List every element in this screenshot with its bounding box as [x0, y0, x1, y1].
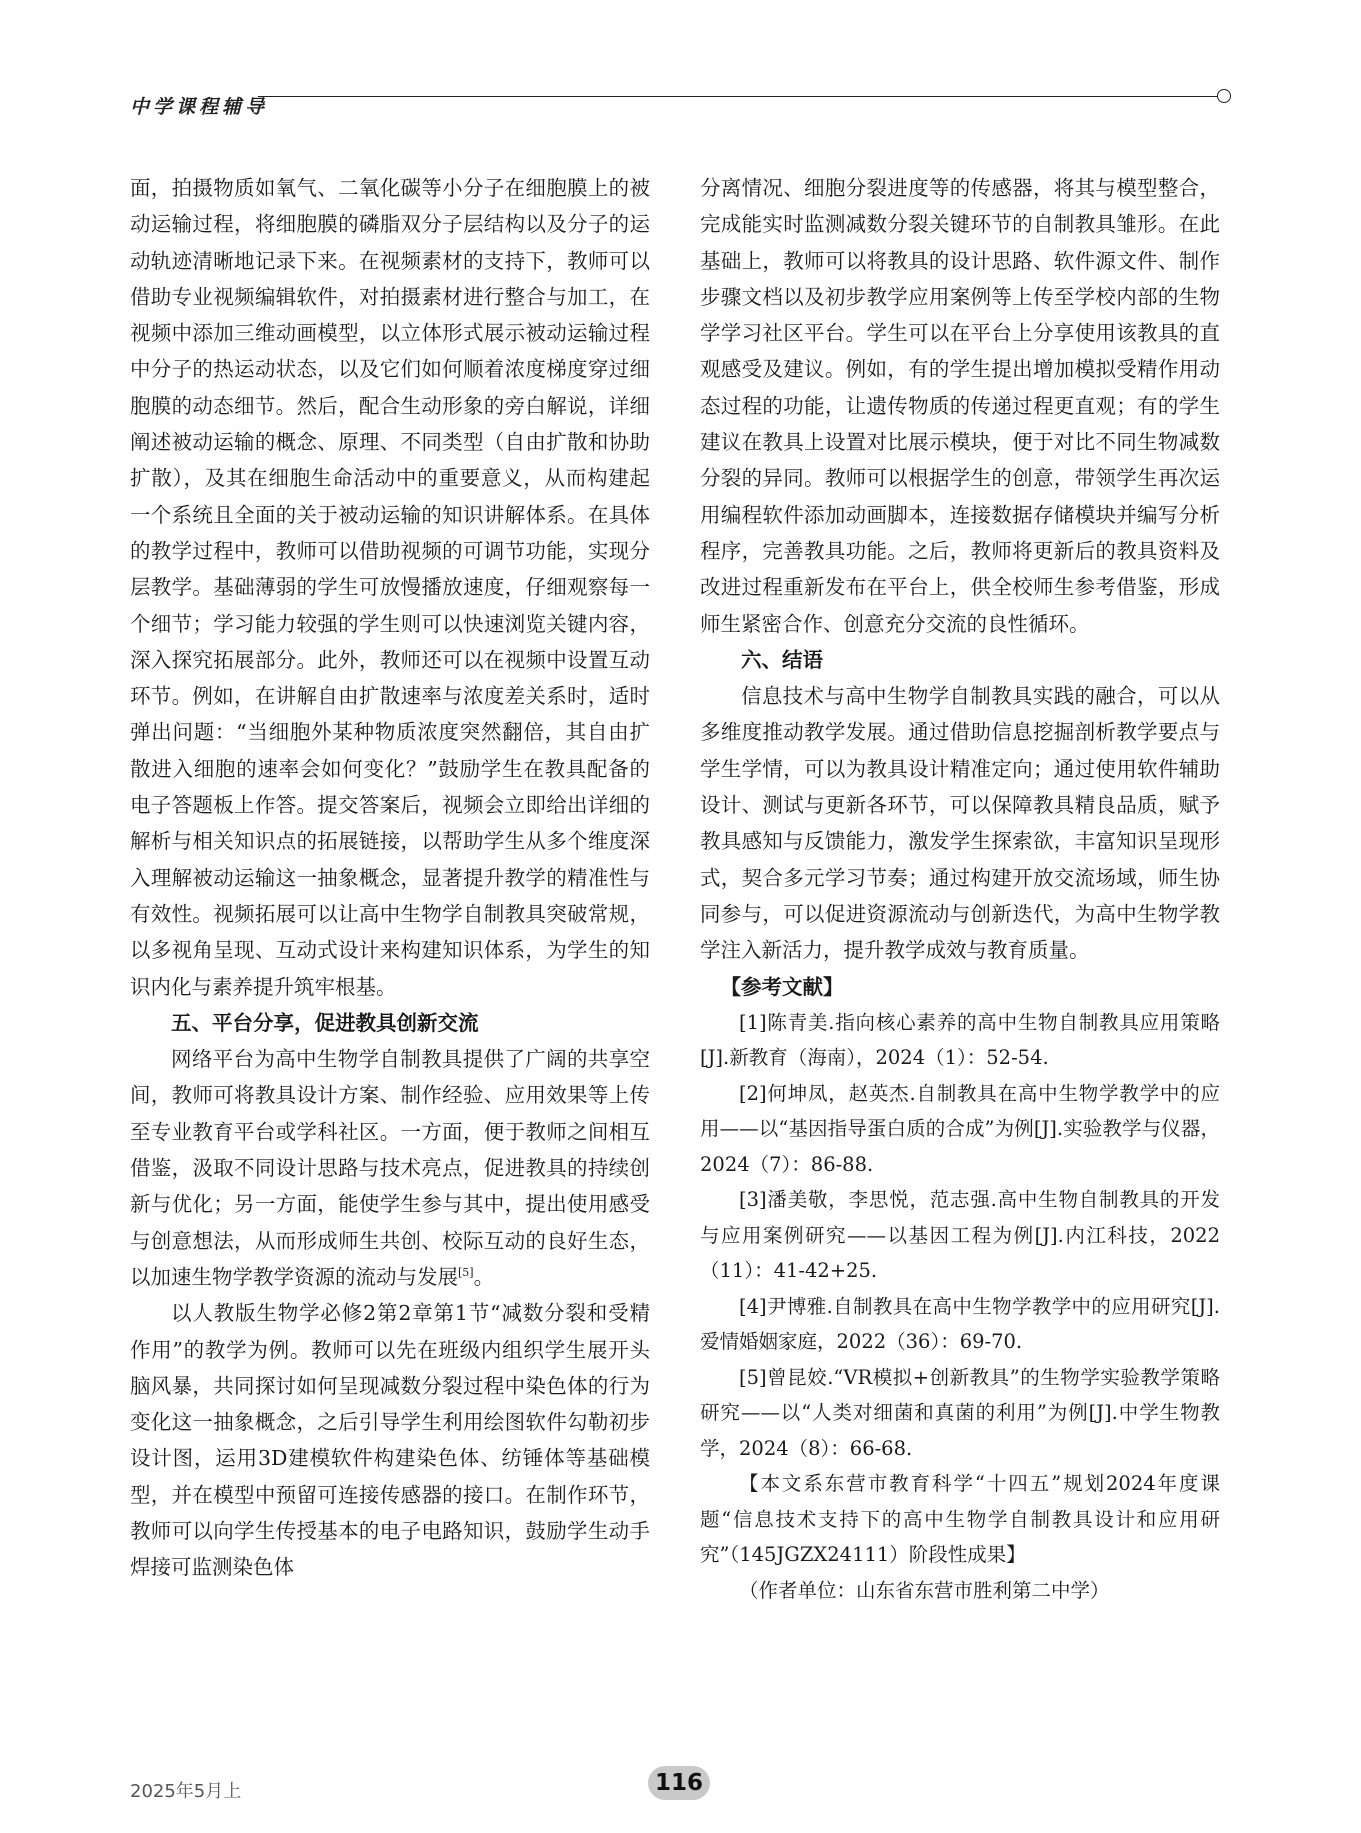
right-column — [700, 170, 1220, 1608]
left-paragraph-1: 面，拍摄物质如氧气、二氧化碳等小分子在细胞膜上的被动运输过程，将细胞膜的磷脂双分子层结构以及分子的运动轨迹清晰地记录下来。在视频素材的支持下，教师可以借助专业视频编辑软件，对拍摄素材进行整合与加工，在视频中添加三维动画模型，以立体形式展示被动运输过程中分子的热运动状态，以及它们如何顺着浓度梯度穿过细胞膜的动态细节。然后，配合生动形象的旁白解说，详细阐述被动运输的概念、原理、不同类型（自由扩散和协助扩散），及其在细胞生命活动中的重要意义，从而构建起一个系统且全面的关于被动运输的知识讲解体系。在具体的教学过程中，教师可以借助视频的可调节功能，实现分层教学。基础薄弱的学生可放慢播放速度，仔细观察每一个细节；学习能力较强的学生则可以快速浏览关键内容，深入探究拓展部分。此外，教师还可以在视频中设置互动环节。例如，在讲解自由扩散速率与浓度差关系时，适时弹出问题：“当细胞外某种物质浓度突然翻倍，其自由扩散进入细胞的速率会如何变化？”鼓励学生在教具配备的电子答题板上作答。提交答案后，视频会立即给出详细的解析与相关知识点的拓展链接，以帮助学生从多个维度深入理解被动运输这一抽象概念，显著提升教学的精准性与有效性。视频拓展可以让高中生物学自制教具突破常规，以多视角呈现、互动式设计来构建知识体系，为学生的知识内化与素养提升筑牢根基。 — [130, 176, 650, 999]
section-6-heading: 六、结语 — [741, 647, 823, 672]
journal-title: 中学课程辅导 — [130, 96, 269, 118]
right-paragraph-2: 信息技术与高中生物学自制教具实践的融合，可以从多维度推动教学发展。通过借助信息挖掘剖析教学要点与学生学情，可以为教具设计精准定向；通过使用软件辅助设计、测试与更新各环节，可以保障教具精良品质，赋予教具感知与反馈能力，激发学生探索欲，丰富知识呈现形式，契合多元学习节奏；通过构建开放交流场域，师生协同参与，可以促进资源流动与创新迭代，为高中生物学教学注入新活力，提升教学成效与教育质量。 — [700, 684, 1220, 963]
reference-item: [1]陈青美.指向核心素养的高中生物自制教具应用策略[J].新教育（海南），2024（1）：52-54. — [700, 1010, 1220, 1070]
left-paragraph-2-end: 。 — [473, 1264, 495, 1289]
left-column — [130, 170, 650, 1586]
citation-5: [5] — [458, 1266, 474, 1280]
header-rule — [258, 96, 1218, 97]
reference-item: [4]尹博雅.自制教具在高中生物学教学中的应用研究[J].爱情婚姻家庭，2022（36）：69-70. — [700, 1294, 1220, 1354]
reference-item: [3]潘美敬，李思悦，范志强.高中生物自制教具的开发与应用案例研究——以基因工程为例[J].内江科技，2022（11）：41-42+25. — [700, 1188, 1220, 1283]
issue-date: 2025年5月上 — [130, 1781, 242, 1802]
right-paragraph-1: 分离情况、细胞分裂进度等的传感器，将其与模型整合，完成能实时监测减数分裂关键环节的自制教具雏形。在此基础上，教师可以将教具的设计思路、软件源文件、制作步骤文档以及初步教学应用案例等上传至学校内部的生物学学习社区平台。学生可以在平台上分享使用该教具的直观感受及建议。例如，有的学生提出增加模拟受精作用动态过程的功能，让遗传物质的传递过程更直观；有的学生建议在教具上设置对比展示模块，便于对比不同生物减数分裂的异同。教师可以根据学生的创意，带领学生再次运用编程软件添加动画脚本，连接数据存储模块并编写分析程序，完善教具功能。之后，教师将更新后的教具资料及改进过程重新发布在平台上，供全校师生参考借鉴，形成师生紧密合作、创意充分交流的良性循环。 — [700, 176, 1220, 636]
author-affiliation: （作者单位：山东省东营市胜利第二中学） — [739, 1578, 1110, 1602]
left-paragraph-2 — [130, 1041, 650, 1295]
left-paragraph-3: 以人教版生物学必修2第2章第1节“减数分裂和受精作用”的教学为例。教师可以先在班级内组织学生展开头脑风暴，共同探讨如何呈现减数分裂过程中染色体的行为变化这一抽象概念，之后引导学生利用绘图软件勾勒初步设计图，运用3D建模软件构建染色体、纺锤体等基础模型，并在模型中预留可连接传感器的接口。在制作环节，教师可以向学生传授基本的电子电路知识，鼓励学生动手焊接可监测染色体 — [130, 1301, 650, 1580]
funding-note: 【本文系东营市教育科学“十四五”规划2024年度课题“信息技术支持下的高中生物学自制教具设计和应用研究”（145JGZX24111）阶段性成果】 — [700, 1472, 1220, 1567]
left-paragraph-2-text: 网络平台为高中生物学自制教具提供了广阔的共享空间，教师可将教具设计方案、制作经验、应用效果等上传至专业教育平台或学科社区。一方面，便于教师之间相互借鉴，汲取不同设计思路与技术亮点，促进教具的持续创新与优化；另一方面，能使学生参与其中，提出使用感受与创意想法，从而形成师生共创、校际互动的良好生态，以加速生物学教学资源的流动与发展 — [130, 1047, 650, 1289]
header-rule-end-circle — [1217, 89, 1231, 103]
references-heading: 【参考文献】 — [720, 974, 844, 999]
page-number: 116 — [648, 1766, 710, 1800]
references-list — [700, 1005, 1220, 1467]
reference-item: [2]何坤凤，赵英杰.自制教具在高中生物学教学中的应用——以“基因指导蛋白质的合成”为例[J].实验教学与仪器，2024（7）：86-88. — [700, 1081, 1220, 1176]
reference-item: [5]曾昆姣.“VR模拟+创新教具”的生物学实验教学策略研究——以“人类对细菌和真菌的利用”为例[J].中学生物教学，2024（8）：66-68. — [700, 1365, 1220, 1460]
section-5-heading: 五、平台分享，促进教具创新交流 — [171, 1010, 479, 1035]
